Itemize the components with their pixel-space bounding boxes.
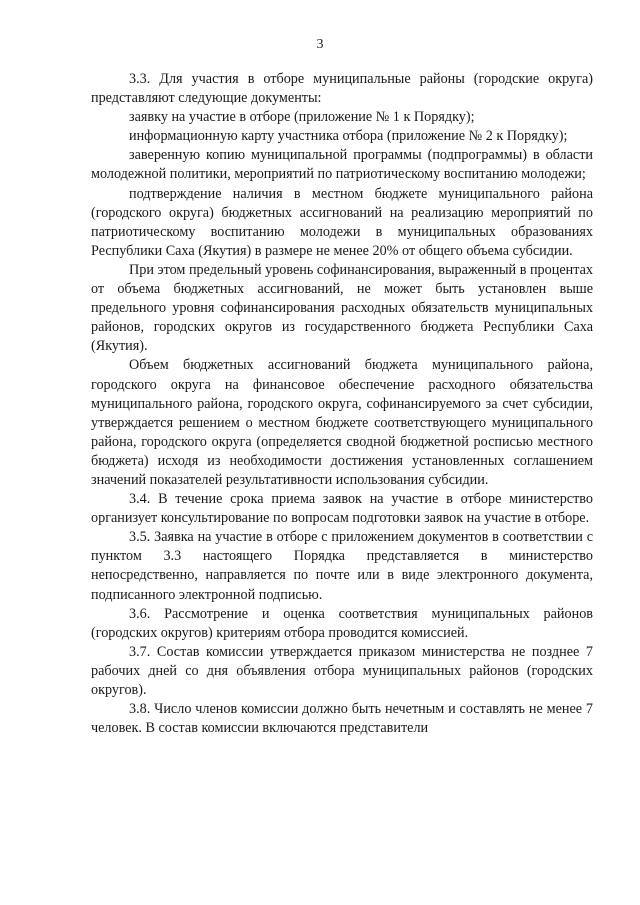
list-item-program-copy: заверенную копию муниципальной программы (подпрограммы) в области молодежной политики, мероприятий по патриотическому воспитанию молодежи;: [91, 147, 593, 183]
page-number: 3: [316, 37, 324, 52]
paragraph-3-4: 3.4. В течение срока приема заявок на участие в отборе министерство организует консультирование по вопросам подготовки заявок на участие в отборе.: [91, 491, 593, 527]
list-item-info-card: информационную карту участника отбора (приложение № 2 к Порядку);: [129, 128, 568, 145]
paragraph-cofinancing-level: При этом предельный уровень софинансирования, выраженный в процентах от объема бюджетных ассигнований, не может быть установлен выше предельного уровня софинансирования расходных обязательств муниципальных районов, городских округов из государственного бюджета Республики Саха (Якутия).: [91, 261, 593, 355]
paragraph-3-5: 3.5. Заявка на участие в отборе с приложением документов в соответствии с пунктом 3.3 настоящего Порядка представляется в министерство непосредственно, направляется по почте или в виде электронного документа, подписанного электронной подписью.: [91, 529, 593, 603]
list-item-application: заявку на участие в отборе (приложение № 1 к Порядку);: [129, 109, 475, 126]
document-body: [91, 70, 593, 738]
paragraph-budget-volume: Объем бюджетных ассигнований бюджета муниципального района, городского округа на финансовое обеспечение расходного обязательства муниципального района, городского округа, софинансируемого за счет субсидии, утверждается решением о местном бюджете соответствующего муниципального района, городского округа (определяется сводной бюджетной росписью местного бюджета) исходя из необходимости достижения установленных соглашением значений показателей результативности использования субсидии.: [91, 357, 593, 488]
paragraph-3-3: 3.3. Для участия в отборе муниципальные районы (городские округа) представляют следующие документы:: [91, 71, 593, 107]
paragraph-3-7: 3.7. Состав комиссии утверждается приказом министерства не позднее 7 рабочих дней со дня объявления отбора муниципальных районов (городских округов).: [91, 643, 593, 698]
paragraph-3-6: 3.6. Рассмотрение и оценка соответствия муниципальных районов (городских округов) критериям отбора проводится комиссией.: [91, 605, 593, 641]
list-item-budget-confirmation: подтверждение наличия в местном бюджете муниципального района (городского округа) бюджетных ассигнований на реализацию мероприятий по патриотическому воспитанию молодежи в муниципальных образованиях Республики Саха (Якутия) в размере не менее 20% от общего объема субсидии.: [91, 185, 593, 259]
paragraph-3-8: 3.8. Число членов комиссии должно быть нечетным и составлять не менее 7 человек. В состав комиссии включаются представители: [91, 701, 593, 737]
